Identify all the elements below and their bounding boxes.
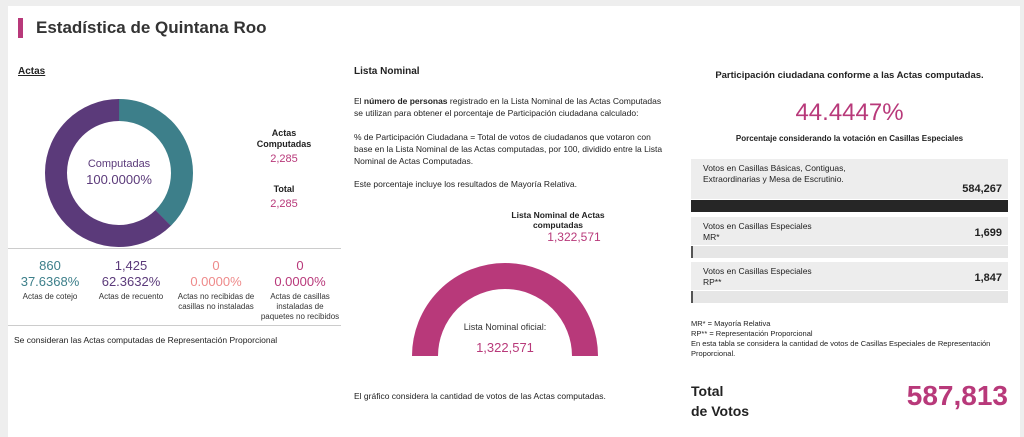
stat-cotejo-num: 860 [39, 258, 61, 273]
votos-mr-value: 1,699 [974, 227, 1002, 239]
participacion-heading: Participación ciudadana conforme a las Actas computadas. [715, 70, 984, 81]
total-votos-value: 587,813 [906, 380, 1008, 411]
note-rp: RP** = Representación Proporcional [691, 329, 813, 338]
title-accent-bar [18, 18, 23, 38]
stat-recuento-num: 1,425 [114, 258, 148, 273]
votos-mr-row [691, 217, 1008, 245]
actas-divider [8, 248, 341, 249]
lista-footnote: El gráfico considera la cantidad de votos de las Actas computadas. [354, 391, 606, 401]
stat-recuento-pct: 62.3632% [101, 274, 161, 289]
total-label-line2: de Votos [691, 403, 750, 419]
votos-basicas-bar [691, 200, 1008, 212]
actas-computadas-value: 2,285 [270, 153, 298, 165]
donut-percent: 100.0000% [86, 172, 152, 187]
note-table: En esta tabla se considera la cantidad de votos de Casillas Especiales de Representación Proporcional. [691, 339, 991, 358]
total-label-line1: Total [691, 383, 724, 399]
stat-no-recibidos-pct: 0.0000% [274, 274, 326, 289]
stat-no-instaladas-label: Actas no recibidas de casillas no instaladas [177, 292, 255, 311]
donut-label: Computadas [87, 158, 151, 170]
participacion-subheading: Porcentaje considerando la votación en Casillas Especiales [735, 134, 964, 143]
stat-no-instaladas-pct: 0.0000% [190, 274, 242, 289]
votos-rp-row [691, 262, 1008, 290]
stat-no-recibidos-label: Actas de casillas instaladas de paquetes no recibidos [260, 292, 340, 321]
actas-total-label: Total [273, 184, 295, 194]
actas-footnote: Se consideran las Actas computadas de Representación Proporcional [14, 335, 278, 345]
total-votos-label [691, 381, 749, 421]
lista-paragraph-2: % de Participación Ciudadana = Total de votos de ciudadanos que votaron con base en la Lista Nominal de las Actas computadas, por 100, dividido entre la Lista Nominal de Actas Computadas. [354, 132, 663, 166]
actas-total-value: 2,285 [270, 198, 298, 210]
stat-cotejo-pct: 37.6368% [20, 274, 80, 289]
votos-basicas-row [691, 159, 1008, 199]
votos-mr-label: Votos en Casillas Especiales MR* [703, 221, 812, 242]
lista-oficial-value: 1,322,571 [476, 340, 534, 355]
lista-paragraph-3: Este porcentaje incluye los resultados de Mayoría Relativa. [354, 179, 578, 189]
actas-heading: Actas [18, 66, 46, 77]
actas-computadas-label: Actas Computadas [256, 128, 312, 149]
votos-rp-bar [691, 291, 1008, 303]
stat-no-recibidos-num: 0 [296, 258, 304, 273]
votos-mr-bar [691, 246, 1008, 258]
votos-rp-label: Votos en Casillas Especiales RP** [703, 266, 812, 287]
stat-recuento-label: Actas de recuento [98, 292, 164, 301]
lista-computadas-label: Lista Nominal de Actas computadas [511, 210, 605, 230]
stat-no-instaladas-num: 0 [212, 258, 220, 273]
stats-divider [8, 325, 341, 326]
lista-computadas-value: 1,322,571 [547, 230, 601, 244]
participacion-notes [691, 319, 1001, 359]
note-mr: MR* = Mayoría Relativa [691, 319, 771, 328]
stats-card [8, 6, 1020, 437]
participacion-percent: 44.4447% [795, 99, 904, 126]
votos-basicas-label: Votos en Casillas Básicas, Contiguas, Extraordinarias y Mesa de Escrutinio. [703, 163, 846, 184]
lista-oficial-label: Lista Nominal oficial: [463, 322, 547, 332]
lista-paragraph-1 [354, 95, 664, 119]
lista-para1-pre: El [354, 96, 364, 106]
page-title: Estadística de Quintana Roo [36, 18, 267, 37]
stat-cotejo-label: Actas de cotejo [22, 292, 78, 301]
votos-rp-value: 1,847 [974, 272, 1002, 284]
lista-para1-bold: número de personas [363, 96, 448, 106]
lista-para1-post: registrado en la Lista Nominal de las Actas Computadas se utilizan para obtener el porcentaje de Participación ciudadana calculado: [354, 96, 662, 118]
votos-basicas-value: 584,267 [962, 183, 1002, 195]
lista-heading: Lista Nominal [354, 66, 420, 77]
